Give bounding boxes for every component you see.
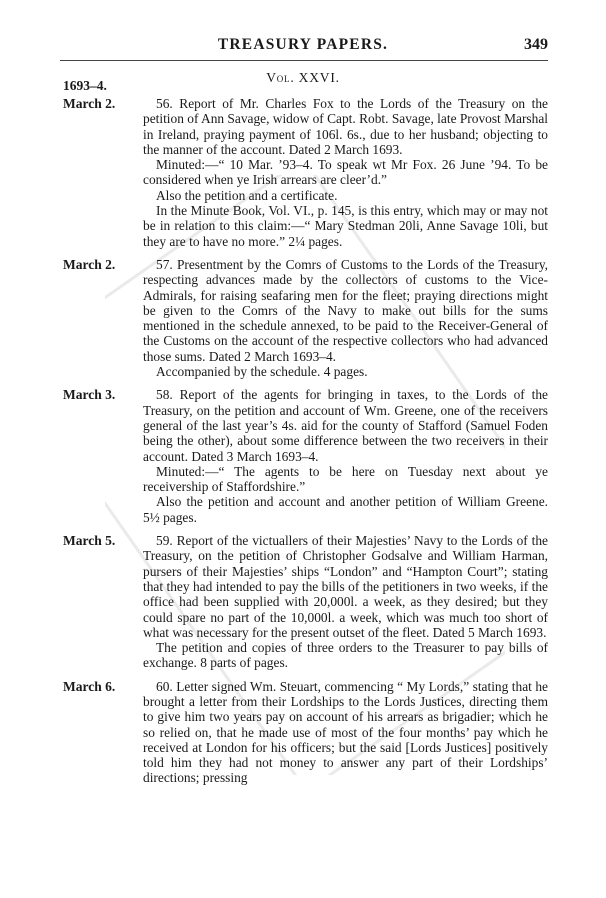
entry-date: March 6. [63,678,116,694]
minute-paragraph: Minuted:—“ The agents to be here on Tuesday next about ye receivership of Staffordshire.” [143,463,548,495]
enclosure-paragraph: Accompanied by the schedule. 4 pages. [156,364,368,380]
entry-body [143,533,548,671]
entry-paragraph: 59. Report of the victuallers of their Majesties’ Navy to the Lords of the Treasury, on the petition of Christopher Godsalve and William Harman, pursers of their Majesties’ ships “London” and “Hampton Court”; stating that they had intended to pay the bills of the petitioners in two weeks, if the office had been supplied with 20,000l. a week, as they desired; but they could spare no part of the 10,000l. a week, which was much too short of what was necessary for the present outset of the fleet. Dated 5 March 1693. [143,533,548,640]
entry-58 [60,387,548,525]
running-header [0,36,606,56]
entry-body [143,257,548,379]
entry-body [143,679,548,786]
entry-paragraph: 60. Letter signed Wm. Steuart, commencing “ My Lords,” stating that he brought a letter from their Lordships to the Lords Justices, directing them to give him two years pay on account of his arrears as brigadier; which he so relied on, that he made use of most of the four months’ pay which he received at London for his officers; but the said [Lords Justices] positively told him they had not money to answer any part of their Lordships’ directions; pressing [143,678,548,786]
entry-60 [60,679,548,786]
entry-56 [60,96,548,249]
page-number: 349 [524,36,548,53]
volume-label: Vol. XXVI. [266,70,340,85]
entry-57 [60,257,548,379]
header-rule [60,60,548,61]
minute-paragraph: Minuted:—“ 10 Mar. ’93–4. To speak wt Mr Fox. 26 June ’94. To be considered when ye Irish arrears are cleer’d.” [143,157,548,188]
entry-body [143,96,548,249]
entry-date: March 2. [63,96,116,111]
entry-paragraph: 58. Report of the agents for bringing in taxes, to the Lords of the Treasury, on the petition and account of Wm. Greene, one of the receivers general of the last year’s 4s. aid for the county of Stafford (Samuel Foden being the other), about some difference between the two receivers in their account. Dated 3 March 1693–4. [143,387,548,464]
note-paragraph: In the Minute Book, Vol. VI., p. 145, is this entry, which may or may not be in relation to this claim:—“ Mary Stedman 20li, Anne Savage 10li, but they are to have no more.” 2¼ pages. [143,203,548,249]
entry-date: March 5. [63,533,116,549]
enclosure-paragraph: Also the petition and a certificate. [156,187,338,203]
entry-body [143,387,548,525]
entry-59 [60,533,548,671]
year-label: 1693–4. [63,78,107,93]
enclosure-paragraph: The petition and copies of three orders to the Treasurer to pay bills of exchange. 8 parts of pages. [143,640,548,671]
page-title: TREASURY PAPERS. [217,36,389,53]
entries-list [60,96,548,794]
enclosure-paragraph: Also the petition and account and another petition of William Greene. 5½ pages. [143,494,548,525]
entry-paragraph: 56. Report of Mr. Charles Fox to the Lords of the Treasury on the petition of Ann Savage, widow of Capt. Robt. Savage, late Provost Marshal in Ireland, praying payment of 106l. 6s., due to her husband; objecting to the manner of the account. Dated 2 March 1693. [143,96,549,157]
entry-paragraph: 57. Presentment by the Comrs of Customs to the Lords of the Treasury, respecting advances made by the collectors of customs to the Vice-Admirals, for raising seafaring men for the fleet; praying directions might be given to the Comrs of the Navy to make out bills for the sums mentioned in the schedule annexed, to be paid to the Receiver-General of the Customs on the account of the respective collectors who had advanced those sums. Dated 2 March 1693–4. [143,256,548,364]
entry-date: March 2. [63,256,116,272]
entry-date: March 3. [63,387,116,403]
